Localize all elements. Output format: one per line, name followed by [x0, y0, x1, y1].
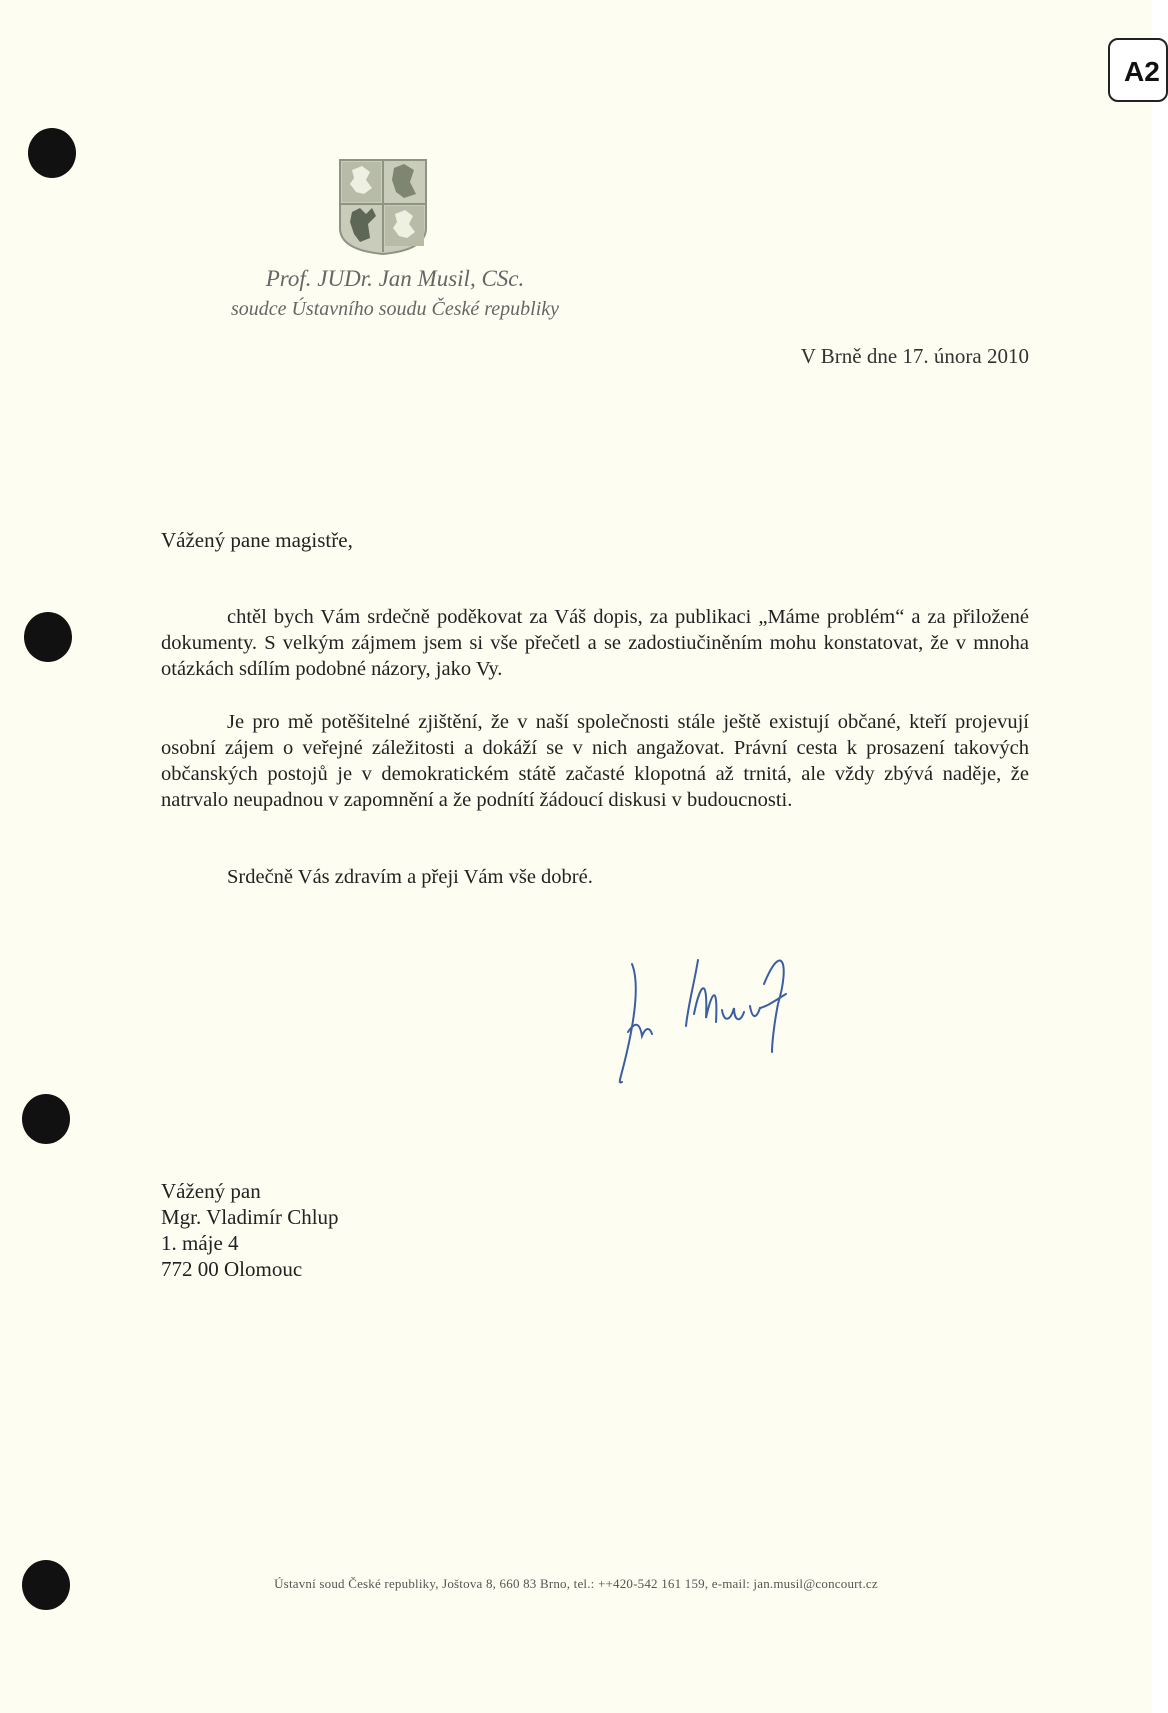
state-emblem-icon [338, 158, 428, 256]
salutation: Vážený pane magistře, [161, 528, 353, 552]
punch-hole-2 [24, 612, 72, 662]
address-line-4: 772 00 Olomouc [161, 1257, 303, 1281]
address-line-1: Vážený pan [161, 1179, 261, 1203]
exhibit-tag: A2 [1108, 38, 1168, 102]
paragraph-1: chtěl bych Vám srdečně poděkovat za Váš dopis, za publikaci „Máme problém“ a za přiložené dokumenty. S velkým zájmem jsem si vše přečetl a se zadostiučiněním mohu konstatovat, že v mnoha otázkách sdílím podobné názory, jako Vy. [161, 606, 1029, 680]
sender-role: soudce Ústavního soudu České republiky [230, 298, 560, 320]
handwritten-signature [610, 944, 810, 1094]
paragraph-3: Srdečně Vás zdravím a přeji Vám vše dobré. [227, 866, 593, 888]
recipient-address [161, 1178, 339, 1282]
letter-date: V Brně dne 17. února 2010 [800, 344, 1029, 368]
address-line-3: 1. máje 4 [161, 1231, 239, 1255]
punch-hole-3 [22, 1094, 70, 1144]
paragraph-2: Je pro mě potěšitelné zjištění, že v naší společnosti stále ještě existují občané, kteří projevují osobní zájem o veřejné záležitosti a dokáží se v nich angažovat. Právní cesta k prosazení takových občanských postojů je v demokratickém státě začasté klopotná až trnitá, ale vždy zbývá naděje, že natrvalo neupadnou v zapomnění a že podnítí žádoucí diskusi v budoucnosti. [161, 711, 1029, 811]
punch-hole-1 [28, 128, 76, 178]
sender-name: Prof. JUDr. Jan Musil, CSc. [265, 266, 525, 291]
address-line-2: Mgr. Vladimír Chlup [161, 1205, 339, 1229]
letterhead-footer: Ústavní soud České republiky, Joštova 8, 660 83 Brno, tel.: ++420-542 161 159, e-mail: jan.musil@concourt.cz [274, 1576, 878, 1591]
